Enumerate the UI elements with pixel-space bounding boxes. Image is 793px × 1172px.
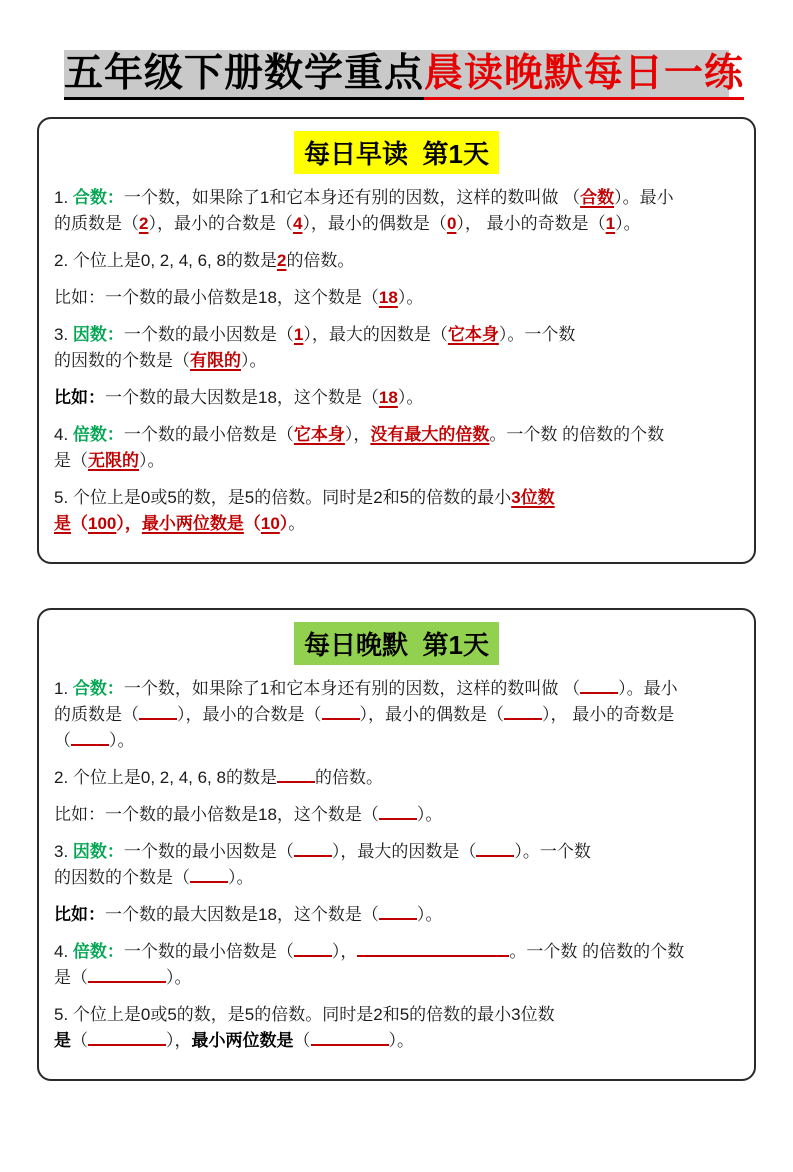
term-label: 合数： [72, 187, 124, 207]
body-text: 的倍数。 [286, 250, 355, 270]
body-text: 的质数是（ [54, 704, 139, 724]
body-text: ）。一个数 [514, 841, 591, 861]
section-body [52, 676, 741, 1054]
answer-text: 合数 [580, 187, 615, 207]
section-header-label: 每日早读 第1天 [294, 131, 499, 174]
answer-text: 0 [446, 213, 457, 233]
body-text: ）。 [416, 904, 443, 924]
answer-text: 1 [293, 324, 304, 344]
body-text: ） [116, 513, 125, 533]
body-text: 1. [54, 187, 73, 207]
answer-blank [311, 1029, 389, 1045]
body-text: 4. [54, 941, 73, 961]
body-text: ）， 最小的奇数是 [542, 704, 675, 724]
worksheet-page [0, 50, 793, 1172]
body-text: 的因数的个数是（ [54, 867, 190, 887]
body-text: 一个数的最小倍数是（ [123, 941, 294, 961]
body-text: 是 [54, 1030, 71, 1050]
body-text: 3. [54, 841, 73, 861]
body-text: ）。 [139, 450, 165, 470]
answer-text: 10 [260, 513, 280, 533]
body-text: ），最小的偶数是（ [302, 213, 447, 233]
body-text: ）。 [397, 387, 424, 407]
body-text: （ [71, 1030, 88, 1050]
body-text: 1. [54, 678, 73, 698]
answer-text: 3位数 [511, 487, 555, 507]
answer-text: 2 [139, 213, 149, 233]
answer-blank [139, 703, 177, 719]
answer-blank [294, 840, 332, 856]
paragraph [54, 248, 739, 274]
body-text: ）。一个数 [498, 324, 576, 344]
body-text: ）。 [166, 967, 192, 987]
answer-text: 2 [276, 250, 287, 270]
title-red-part: 晨读晚默每日一练 [424, 52, 744, 100]
document-title [64, 50, 745, 98]
body-text: 。一个数 的倍数的个数 [489, 424, 665, 444]
paragraph [54, 939, 739, 991]
answer-text: 1 [605, 213, 616, 233]
paragraph [54, 1002, 739, 1054]
body-text: 一个数，如果除了1和它本身还有别的因数，这样的数叫做 （ [123, 678, 581, 698]
section-header-label: 每日晚默 第1天 [294, 622, 499, 665]
term-label: 因数： [72, 324, 124, 344]
paragraph [54, 839, 739, 891]
answer-blank [379, 803, 417, 819]
body-text: ）， [331, 941, 358, 961]
body-text: ）。 [228, 867, 254, 887]
section-morning-reading [37, 117, 756, 564]
answer-blank [322, 703, 360, 719]
term-label: 合数： [72, 678, 124, 698]
term-label: 倍数： [72, 424, 124, 444]
answer-blank [88, 966, 166, 982]
body-text: 一个数，如果除了1和它本身还有别的因数，这样的数叫做 （ [123, 187, 581, 207]
body-text: 的因数的个数是（ [54, 350, 190, 370]
body-text: 比如： [54, 387, 105, 407]
body-text: ， [124, 513, 142, 533]
body-text: ），最小的偶数是（ [359, 704, 504, 724]
answer-blank [580, 677, 618, 693]
section-evening-recitation [37, 608, 756, 1081]
body-text: ）。 [388, 1030, 414, 1050]
term-label: 倍数： [72, 941, 124, 961]
paragraph [54, 765, 739, 791]
answer-blank [277, 766, 315, 782]
body-text: 的倍数。 [314, 767, 383, 787]
body-text: ）。 [416, 804, 443, 824]
paragraph [54, 802, 739, 828]
body-text: ）。 [241, 350, 267, 370]
answer-text: 18 [378, 287, 398, 307]
body-text: （ [243, 513, 261, 533]
body-text: 5. 个位上是0或5的数，是5的倍数。同时是2和5的倍数的最小 [54, 487, 512, 507]
section-header [52, 622, 741, 665]
body-text: （ [54, 730, 71, 750]
answer-text: 最小两位数是 [141, 513, 244, 533]
section-body [52, 185, 741, 537]
answer-text: 它本身 [447, 324, 499, 344]
body-text: 2. 个位上是0, 2, 4, 6, 8的数是 [54, 250, 277, 270]
answer-blank [88, 1029, 166, 1045]
body-text: ）。最小 [614, 187, 674, 207]
body-text: 是（ [54, 967, 88, 987]
body-text: ），最小的合数是（ [177, 704, 322, 724]
body-text: ），最大的因数是（ [303, 324, 448, 344]
paragraph [54, 385, 739, 411]
body-text: 。 [288, 513, 306, 533]
answer-blank [504, 703, 542, 719]
paragraph [54, 322, 739, 374]
title-black-part: 五年级下册数学重点 [64, 52, 424, 100]
body-text: 一个数的最小因数是（ [123, 324, 294, 344]
body-text: ）， [344, 424, 371, 444]
answer-blank [71, 729, 109, 745]
answer-text: 4 [292, 213, 303, 233]
body-text: ），最小的合数是（ [148, 213, 293, 233]
paragraph [54, 902, 739, 928]
body-text: 。一个数 的倍数的个数 [509, 941, 685, 961]
body-text: 5. 个位上是0或5的数，是5的倍数。同时是2和5的倍数的最小3位数 [54, 1004, 555, 1024]
answer-blank [379, 903, 417, 919]
body-text: 是（ [54, 450, 88, 470]
body-text: ）， 最小的奇数是（ [456, 213, 606, 233]
body-text: 的质数是（ [54, 213, 139, 233]
body-text: 一个数的最大因数是18，这个数是（ [105, 387, 379, 407]
answer-text: 18 [378, 387, 398, 407]
body-text: ）， [166, 1030, 192, 1050]
answer-blank [476, 840, 514, 856]
body-text: 比如：一个数的最小倍数是18，这个数是（ [54, 804, 379, 824]
body-text: 4. [54, 424, 73, 444]
paragraph [54, 485, 739, 537]
body-text: （ [293, 1030, 311, 1050]
term-label: 因数： [72, 841, 124, 861]
answer-text: 是 [54, 513, 71, 533]
body-text: ）。 [615, 213, 641, 233]
body-text: ）。 [397, 287, 424, 307]
body-text: ）。最小 [618, 678, 678, 698]
answer-text: 它本身 [293, 424, 345, 444]
body-text: ），最大的因数是（ [331, 841, 477, 861]
body-text: 3. [54, 324, 73, 344]
body-text: 最小两位数是 [191, 1030, 294, 1050]
section-header [52, 131, 741, 174]
body-text: 比如：一个数的最小倍数是18，这个数是（ [54, 287, 379, 307]
answer-text: 无限的 [88, 450, 139, 470]
answer-blank [294, 940, 332, 956]
body-text: ） [279, 513, 289, 533]
paragraph [54, 422, 739, 474]
body-text: 比如： [54, 904, 105, 924]
paragraph [54, 185, 739, 237]
body-text: 2. 个位上是0, 2, 4, 6, 8的数是 [54, 767, 277, 787]
answer-text: 100 [88, 513, 117, 533]
body-text: 一个数的最小倍数是（ [123, 424, 294, 444]
body-text: （ [71, 513, 88, 533]
paragraph [54, 285, 739, 311]
body-text: 一个数的最小因数是（ [123, 841, 294, 861]
paragraph [54, 676, 739, 754]
answer-text: 有限的 [190, 350, 241, 370]
answer-blank [190, 866, 228, 882]
answer-blank [357, 940, 509, 956]
body-text: 一个数的最大因数是18，这个数是（ [105, 904, 379, 924]
answer-text: 没有最大的倍数 [370, 424, 490, 444]
body-text: ）。 [109, 730, 135, 750]
